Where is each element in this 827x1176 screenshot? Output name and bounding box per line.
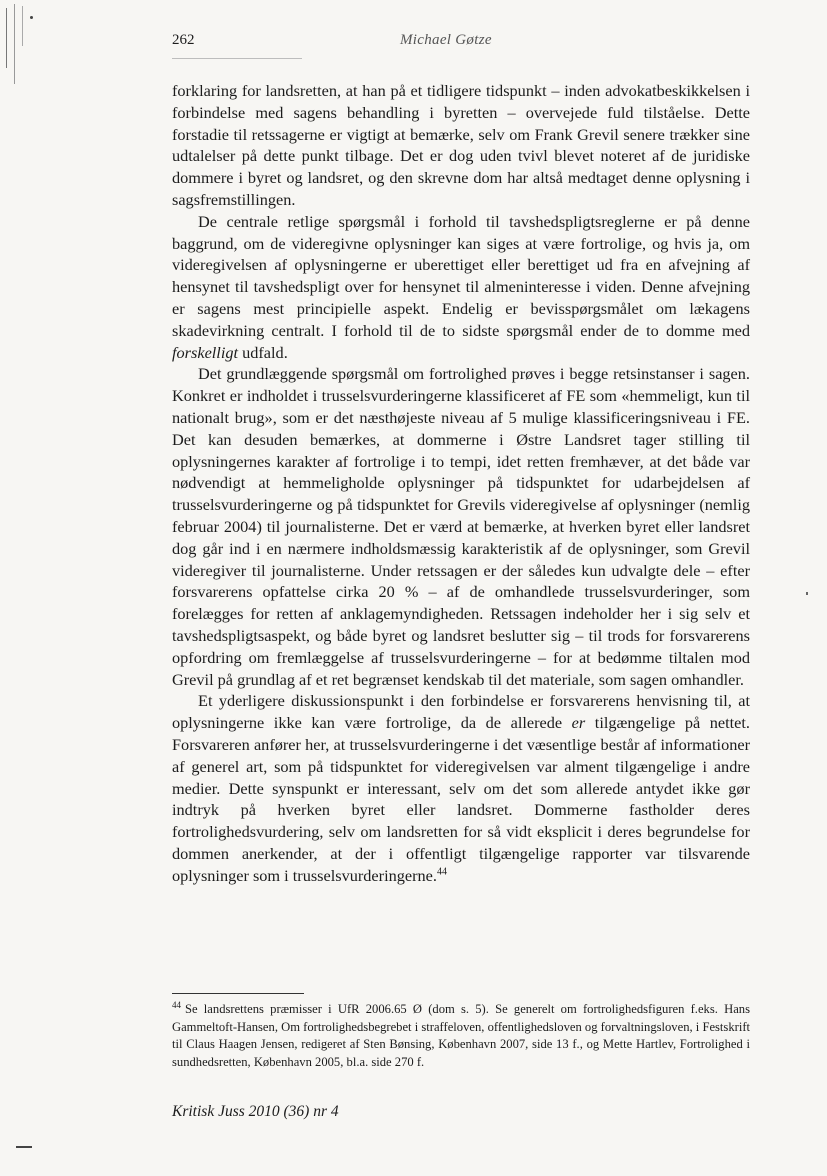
header-rule [172,58,302,59]
page-number: 262 [172,32,195,48]
scan-artifact [0,0,36,110]
paragraph-1: forklaring for landsretten, at han på et tidligere tidspunkt – inden advokatbeskikkelsen i forbindelse med sagens behandling i byretten – overvejede fuld tilståelse. Dette forstadie til retssagerne er vigtigt at bemærke, selv om Frank Grevil senere trækker sine udtalelser på dette punkt tilbage. Det er dog uden tvivl blevet noteret af de juridiske dommere i byret og landsret, og den skrevne dom har altså medtaget denne oplysning i sagsfremstillingen. [172,81,750,209]
footnote [172,1001,750,1071]
footnote-ref: 44 [436,866,447,878]
paragraph-4: Et yderligere diskussionspunkt i den forbindelse er forsvarerens henvisning til, at oplysningerne ikke kan være fortrolige, da de allerede er tilgængelige på nettet. Forsvareren anfører her, at trusselsvurderingerne i det væsentlige består af informationer af generel art, som på tidspunktet for videregivelsen var alment tilgængelige i andre medier. Dette synspunkt er interessant, selv om det som allerede antydet ikke gør indtryk på hverken byret eller landsret. Dommerne fastholder deres fortrolighedsvurdering, selv om landsretten for så vidt eksplicit i deres begrundelse for dommen anerkender, at der i offentligt tilgængelige rapporter var tilsvarende oplysninger som i trusselsvurderingerne.$^{44}$ [172,691,750,885]
emphasis-forskelligt: forskelligt [172,342,239,362]
scan-mark [16,1146,32,1148]
footnote-text: Se landsrettens præmisser i UfR 2006.65 Ø (dom s. 5). Se generelt om fortrolighedsfiguren f.eks. Hans Gammeltoft-Hansen, Om fortrolighedsbegrebet i straffeloven, offentlighedsloven og forvaltningsloven, i Festskrift til Claus Haagen Jensen, redigeret af Sten Bønsing, København 2007, side 13 f., og Mette Hartlev, Fortrolighed i sundhedsretten, København 2005, bl.a. side 270 f. [172,1002,751,1069]
paragraph-2: De centrale retlige spørgsmål i forhold til tavshedspligtsreglerne er på denne baggrund, om de videregivne oplysninger kan siges at være fortrolige, og hvis ja, om videregivelsen af oplysningerne er uberettiget eller berettiget ud fra en afvejning af hensynet til tavshedspligt over for hensynet til almeninteresse i viden. Denne afvejning er sagens mest principielle aspekt. Endelig er bevisspørgsmålet om lækagens skadevirkning centralt. I forhold til de to sidste spørgsmål ender de to domme med forskelligt udfald. [172,211,750,362]
journal-footer: Kritisk Juss 2010 (36) nr 4 [172,1103,339,1120]
paragraph-3: Det grundlæggende spørgsmål om fortrolighed prøves i begge retsinstanser i sagen. Konkret er indholdet i trusselsvurderingerne klassificeret af FE som «hemmeligt, kun til nationalt brug», som er det næsthøjeste niveau af 5 mulige klassificeringsniveau i FE. Det kan desuden bemærkes, at dommerne i Østre Landsret tager stilling til oplysningernes karakter af fortrolige i to tempi, idet retten fremhæver, at det både var nødvendigt at hemmeligholde oplysninger på tidspunktet for udarbejdelsen af trusselsvurderingerne og på tidspunktet for Grevils videregivelse af oplysninger (nemlig februar 2004) til journalisterne. Det er værd at bemærke, at hverken byret eller landsret dog går ind i en nærmere indholdsmæssig karakteristik af de oplysninger, som Grevil videregiver til journalisterne. Under retssagen er der således kun udvalgte dele – efter forsvarerens opfattelse cirka 20 % – af de omhandlede trusselsvurderinger, som forelægges for retten af anklagemyndigheden. Retssagen indeholder her i sig selv et tavshedspligtsaspekt, og både byret og landsret beslutter sig – til trods for forsvarerens opfordring om fremlæggelse af trusselsvurderingerne – for at bedømme tiltalen mod Grevil på grundlag af et ret begrænset kendskab til det materiale, som sagen omhandler. [172,364,750,689]
running-head: Michael Gøtze [400,32,492,48]
body-text [172,80,750,886]
page-header [172,32,750,54]
emphasis-er: er [571,713,586,733]
scan-speck [806,592,808,595]
footnote-number: 44 [172,999,181,1010]
footnote-rule [172,993,304,994]
